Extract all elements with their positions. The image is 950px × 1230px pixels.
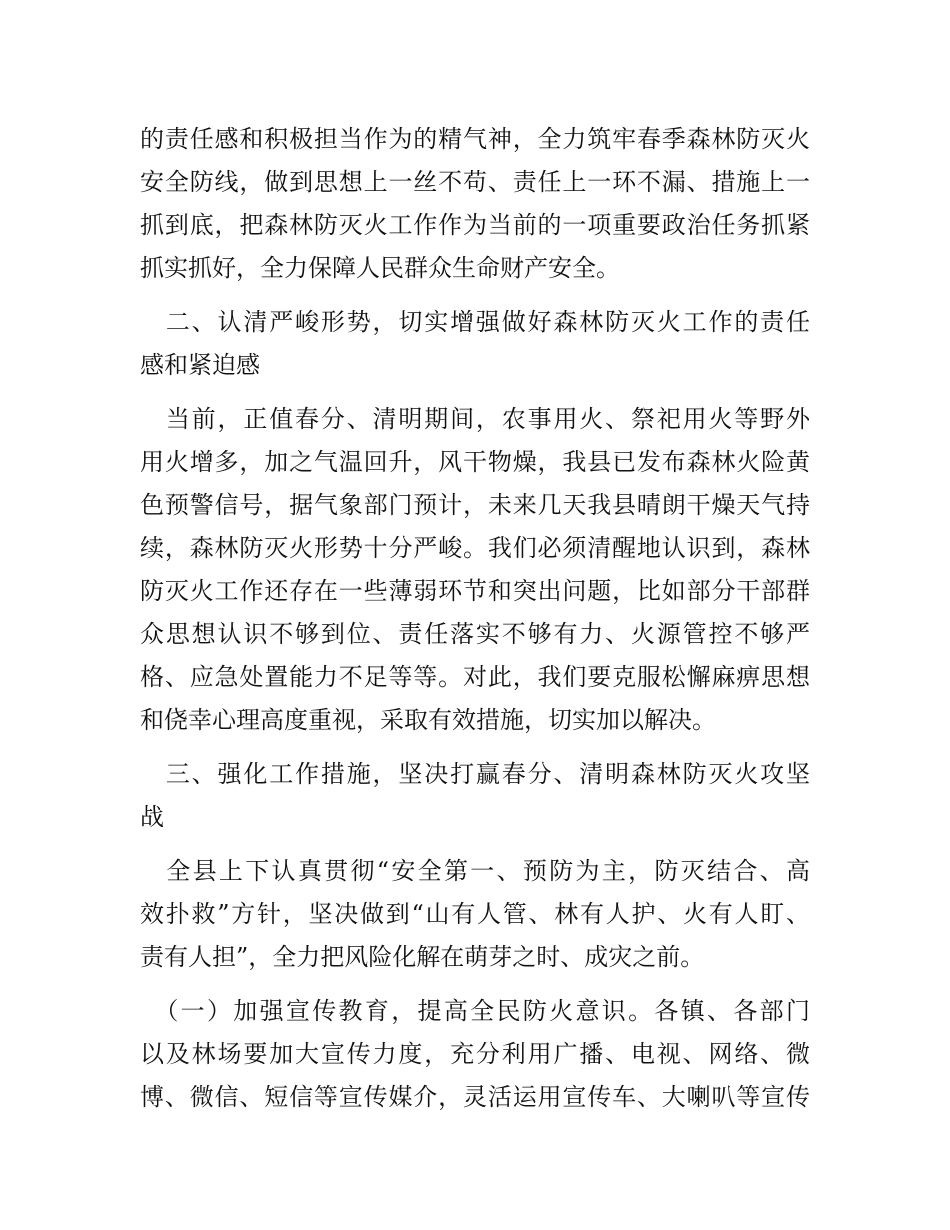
text-line: （一）加强宣传教育，提高全民防火意识。各镇、各部门 — [140, 997, 810, 1025]
section-heading — [140, 301, 810, 387]
text-line: 以及林场要加大宣传力度，充分利用广播、电视、网络、微 — [140, 1040, 810, 1068]
body-paragraph — [140, 850, 810, 979]
body-paragraph — [140, 990, 810, 1119]
text-line: 的责任感和积极担当作为的精气神，全力筑牢春季森林防灭火 — [140, 125, 810, 153]
text-line: 续，森林防灭火形势十分严峻。我们必须清醒地认识到，森林 — [140, 534, 810, 562]
text-line: 战 — [140, 803, 164, 831]
text-line: 抓到底，把森林防灭火工作作为当前的一项重要政治任务抓紧 — [140, 211, 810, 239]
text-line: 当前，正值春分、清明期间，农事用火、祭祀用火等野外 — [140, 405, 810, 433]
text-line: 和侥幸心理高度重视，采取有效措施，切实加以解决。 — [140, 706, 716, 734]
text-line: 感和紧迫感 — [140, 351, 260, 379]
body-paragraph — [140, 118, 810, 290]
text-line: 格、应急处置能力不足等等。对此，我们要克服松懈麻痹思想 — [140, 663, 810, 691]
text-line: 全县上下认真贯彻“安全第一、预防为主，防灭结合、高 — [140, 857, 810, 885]
document-page — [140, 118, 810, 1119]
text-line: 责有人担”，全力把风险化解在萌芽之时、成灾之前。 — [140, 943, 705, 971]
text-line: 众思想认识不够到位、责任落实不够有力、火源管控不够严 — [140, 620, 810, 648]
text-line: 抓实抓好，全力保障人民群众生命财产安全。 — [140, 254, 620, 282]
text-line: 二、认清严峻形势，切实增强做好森林防灭火工作的责任 — [140, 308, 810, 336]
text-line: 效扑救”方针，坚决做到“山有人管、林有人护、火有人盯、 — [140, 900, 810, 928]
text-line: 色预警信号，据气象部门预计，未来几天我县晴朗干燥天气持 — [140, 491, 810, 519]
section-heading — [140, 753, 810, 839]
text-line: 安全防线，做到思想上一丝不苟、责任上一环不漏、措施上一 — [140, 168, 810, 196]
body-paragraph — [140, 398, 810, 742]
text-line: 用火增多，加之气温回升，风干物燥，我县已发布森林火险黄 — [140, 448, 810, 476]
text-line: 防灭火工作还存在一些薄弱环节和突出问题，比如部分干部群 — [140, 577, 810, 605]
text-line: 三、强化工作措施，坚决打赢春分、清明森林防灭火攻坚 — [140, 760, 810, 788]
text-line: 博、微信、短信等宣传媒介，灵活运用宣传车、大喇叭等宣传 — [140, 1083, 810, 1111]
